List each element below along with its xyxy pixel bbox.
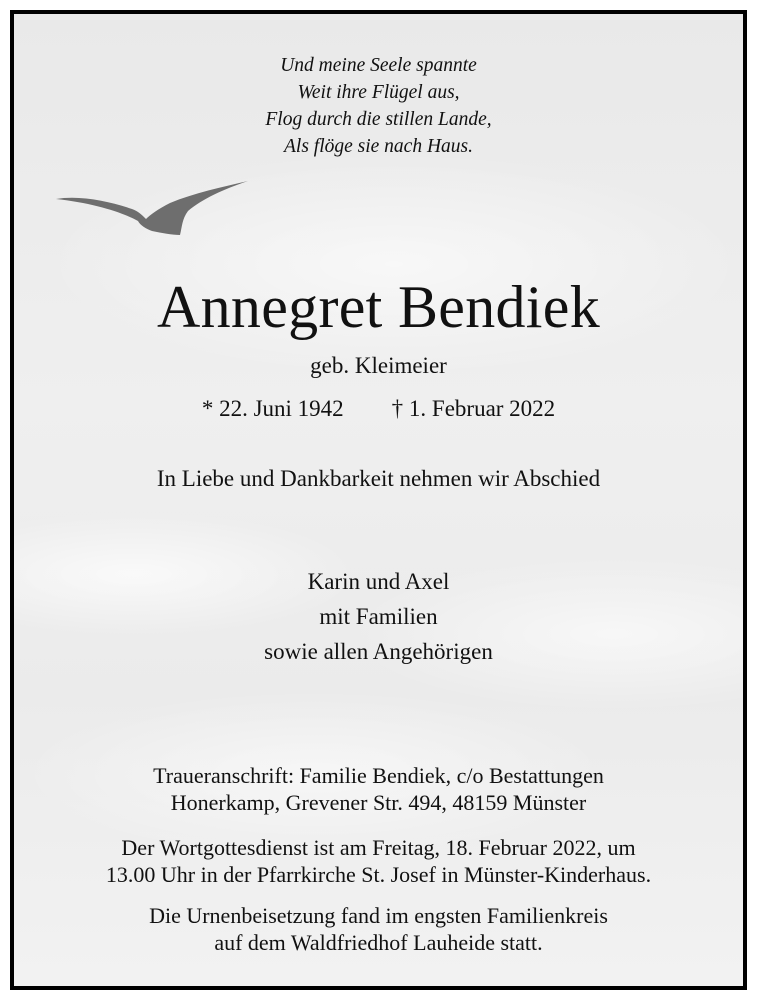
- poem-line: Weit ihre Flügel aus,: [297, 82, 460, 103]
- seagull-icon: [54, 179, 249, 239]
- mourner-line: Karin und Axel: [307, 569, 450, 594]
- service-info: [14, 834, 743, 888]
- life-dates: [14, 394, 743, 424]
- poem-line: Flog durch die stillen Lande,: [265, 109, 492, 130]
- death-date: † 1. Februar 2022: [391, 396, 556, 421]
- farewell-line: In Liebe und Dankbarkeit nehmen wir Abschied: [156, 466, 601, 491]
- poem-line: Als flöge sie nach Haus.: [283, 136, 474, 157]
- maiden-name: geb. Kleimeier: [310, 353, 447, 378]
- burial-line: auf dem Waldfriedhof Lauheide statt.: [214, 930, 543, 955]
- mourning-address: [14, 762, 743, 816]
- mourner-line: sowie allen Angehörigen: [264, 639, 493, 664]
- poem: [14, 52, 743, 160]
- address-line: Traueranschrift: Familie Bendiek, c/o Bestattungen: [153, 763, 604, 788]
- service-line: Der Wortgottesdienst ist am Freitag, 18. Februar 2022, um: [121, 835, 636, 860]
- poem-line: Und meine Seele spannte: [280, 55, 477, 76]
- burial-info: [14, 902, 743, 956]
- address-line: Honerkamp, Grevener Str. 494, 48159 Münster: [170, 790, 587, 815]
- burial-line: Die Urnenbeisetzung fand im engsten Familienkreis: [149, 903, 608, 928]
- service-line: 13.00 Uhr in der Pfarrkirche St. Josef in Münster-Kinderhaus.: [105, 862, 652, 887]
- deceased-name: Annegret Bendiek: [157, 274, 600, 340]
- mourners: [14, 564, 743, 669]
- mourner-line: mit Familien: [319, 604, 438, 629]
- birth-date: * 22. Juni 1942: [201, 396, 344, 421]
- obituary-card: [10, 10, 747, 990]
